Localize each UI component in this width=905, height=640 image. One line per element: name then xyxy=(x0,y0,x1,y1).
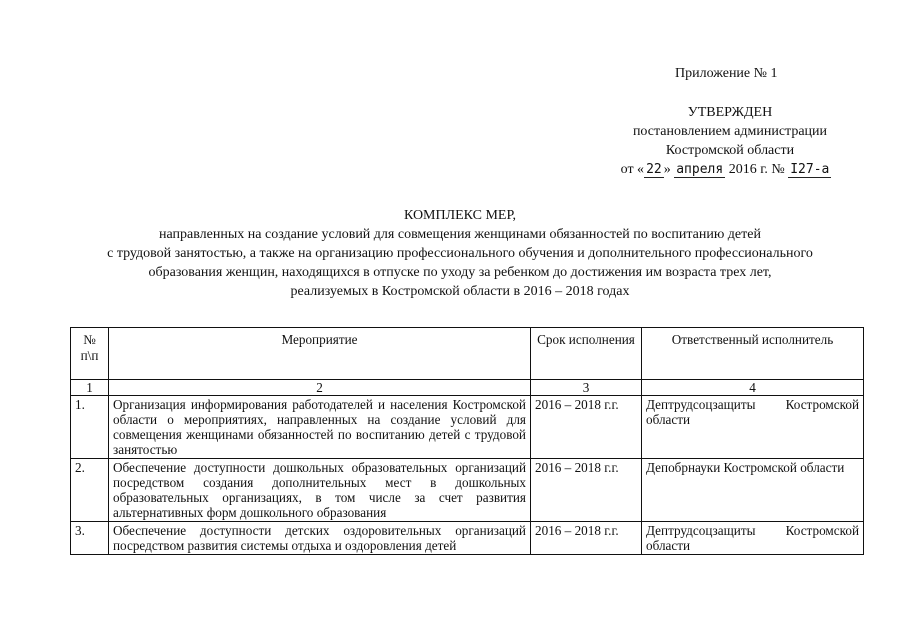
row-number: 1. xyxy=(71,396,109,459)
approval-block xyxy=(600,103,860,179)
title-line-5: реализуемых в Костромской области в 2016 – 2018 годах xyxy=(290,284,630,299)
title-line-2: направленных на создание условий для совмещения женщинами обязанностей по воспитанию детей xyxy=(159,227,761,242)
column-number: 1 xyxy=(71,380,109,396)
approved-heading: УТВЕРЖДЕН xyxy=(687,105,773,120)
row-executor: Депобрнауки Костромской области xyxy=(642,459,864,522)
title-line-1: КОМПЛЕКС МЕР, xyxy=(403,208,517,223)
row-deadline: 2016 – 2018 г.г. xyxy=(531,396,642,459)
row-measure: Обеспечение доступности детских оздоровительных организаций посредством развития системы отдыха и оздоровления детей xyxy=(109,522,531,555)
row-deadline: 2016 – 2018 г.г. xyxy=(531,522,642,555)
header-number: № п\п xyxy=(71,328,109,380)
row-measure: Обеспечение доступности дошкольных образовательных организаций посредством создания дополнительных мест в дошкольных образовательных организациях, в том числе за счет развития альтернативных форм дошкольного образования xyxy=(109,459,531,522)
table-row xyxy=(71,459,864,522)
column-number: 3 xyxy=(531,380,642,396)
measures-table xyxy=(70,327,864,555)
row-number: 3. xyxy=(71,522,109,555)
table-header-row xyxy=(71,328,864,380)
date-prefix: от « xyxy=(620,162,645,177)
column-number-row xyxy=(71,380,864,396)
row-measure: Организация информирования работодателей и населения Костромской области о мероприятиях, направленных на создание условий для совмещения женщинами обязанностей по воспитанию детей с трудовой занятостью xyxy=(109,396,531,459)
row-number: 2. xyxy=(71,459,109,522)
date-year: 2016 г. № xyxy=(725,162,789,177)
date-mid: » xyxy=(663,162,675,177)
row-deadline: 2016 – 2018 г.г. xyxy=(531,459,642,522)
approved-line-1: постановлением администрации xyxy=(632,124,828,139)
table-row xyxy=(71,396,864,459)
row-executor: Дептрудсоцзащиты Костромской области xyxy=(642,396,864,459)
document-number: I27-а xyxy=(790,162,830,177)
header-deadline: Срок исполнения xyxy=(531,328,642,380)
appendix-label: Приложение № 1 xyxy=(675,66,778,81)
date-day: 22 xyxy=(646,162,662,177)
approval-date-line xyxy=(592,160,860,179)
document-title xyxy=(60,206,860,301)
column-number: 4 xyxy=(642,380,864,396)
title-line-3: с трудовой занятостью, а также на организацию профессионального обучения и дополнительного профессионального xyxy=(107,246,813,261)
approved-line-2: Костромской области xyxy=(665,143,795,158)
date-month: апреля xyxy=(676,162,724,177)
table-row xyxy=(71,522,864,555)
header-measure: Мероприятие xyxy=(109,328,531,380)
title-line-4: образования женщин, находящихся в отпуске по уходу за ребенком до достижения им возраста трех лет, xyxy=(148,265,772,280)
header-executor: Ответственный исполнитель xyxy=(642,328,864,380)
column-number: 2 xyxy=(109,380,531,396)
row-executor: Дептрудсоцзащиты Костромской области xyxy=(642,522,864,555)
